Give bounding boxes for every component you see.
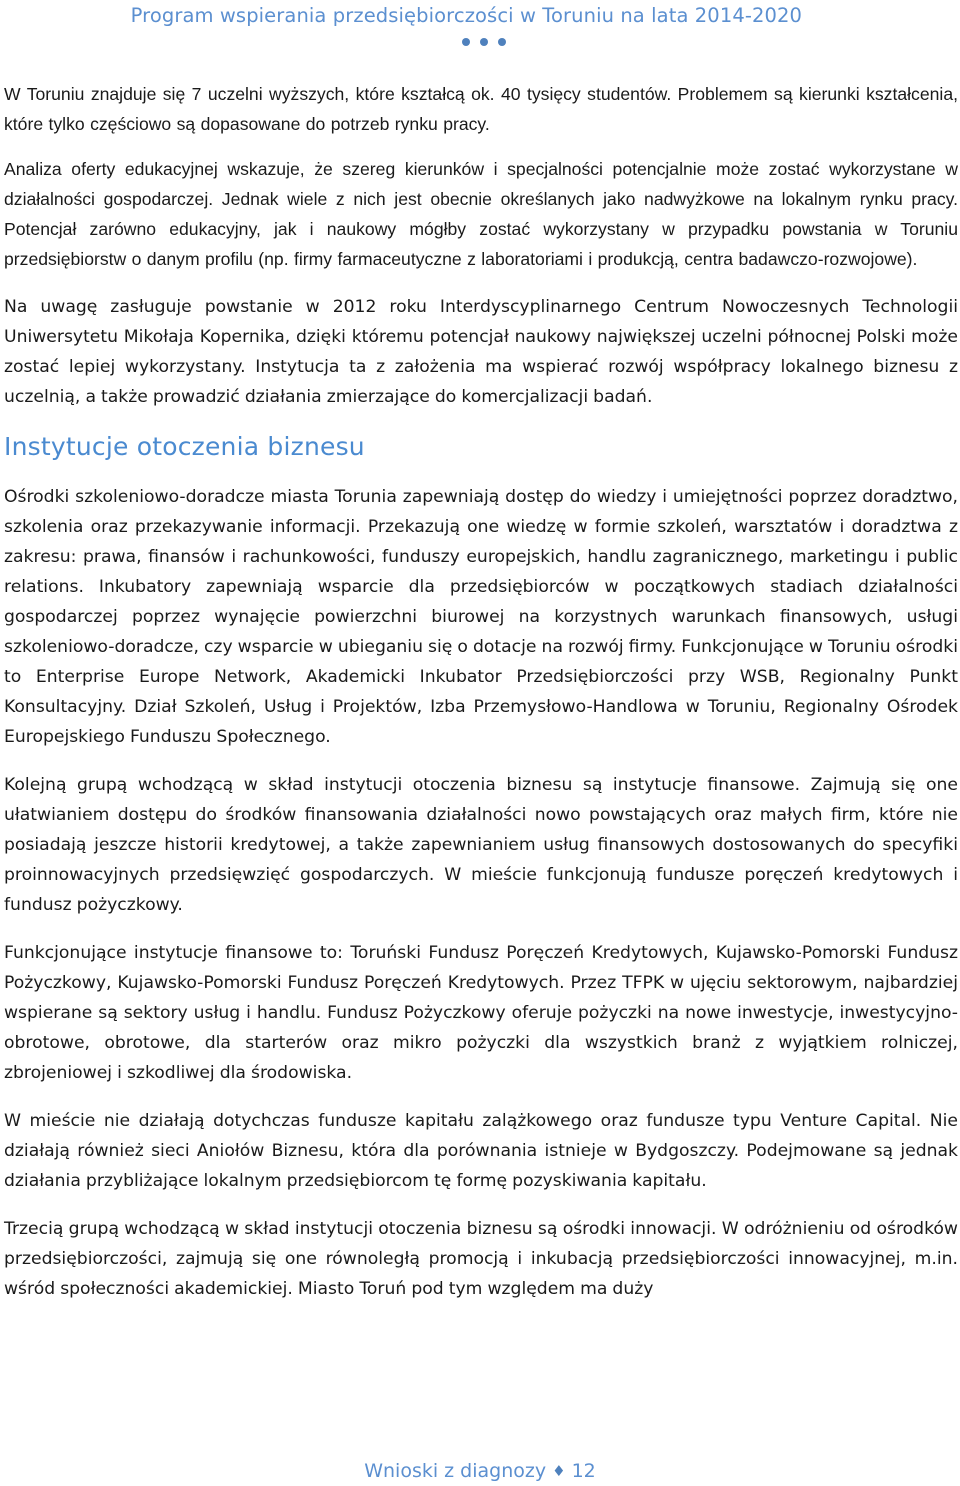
- page-body: [4, 79, 958, 1304]
- paragraph-innovation-centres: Trzecią grupą wchodzącą w skład instytucji otoczenia biznesu są ośrodki innowacji. W odróżnieniu od ośrodków przedsiębiorczości, zajmują się one równoległą promocją i inkubacją przedsiębiorczości innowacyjnej, m.in. wśród społeczności akademickiej. Miasto Toruń pod tym względem ma duży: [4, 1219, 958, 1299]
- running-header: Program wspierania przedsiębiorczości w Toruniu na lata 2014-2020: [130, 4, 802, 27]
- diamond-icon: ♦: [552, 1462, 566, 1480]
- dot-icon: [462, 38, 470, 46]
- paragraph-education-offer: Analiza oferty edukacyjnej wskazuje, że szereg kierunków i specjalności potencjalnie może zostać wykorzystane w działalności gospodarczej. Jednak wiele z nich jest obecnie określanych jako nadwyżkowe na lokalnym rynku pracy. Potencjał zarówno edukacyjny, jak i naukowy mógłby zostać wykorzystany w przypadku powstania w Toruniu przedsiębiorstw o danym profilu (np. firmy farmaceutyczne z laboratoriami i produkcją, centra badawczo-rozwojowe).: [4, 159, 958, 269]
- page-footer: [0, 1460, 960, 1482]
- dot-icon: [498, 38, 506, 46]
- footer-label: Wnioski z diagnozy: [364, 1460, 547, 1482]
- three-dots-icon: [462, 36, 506, 48]
- paragraph-funds: Funkcjonujące instytucje finansowe to: Toruński Fundusz Poręczeń Kredytowych, Kujawsko-Pomorski Fundusz Pożyczkowy, Kujawsko-Pomorski Fundusz Poręczeń Kredytowych. Przez TFPK w ujęciu sektorowym, najbardziej wspierane są sektory usług i handlu. Fundusz Pożyczkowy oferuje pożyczki na nowe inwestycje, inwestycyjno-obrotowe, obrotowe, dla starterów oraz mikro pożyczki dla wszystkich branż z wyjątkiem rolniczej, zbrojeniowej i szkodliwej dla środowiska.: [4, 943, 958, 1083]
- page-number: 12: [571, 1460, 596, 1482]
- dot-icon: [480, 38, 488, 46]
- section-heading: Instytucje otoczenia biznesu: [4, 432, 365, 461]
- paragraph-training-centres: Ośrodki szkoleniowo-doradcze miasta Torunia zapewniają dostęp do wiedzy i umiejętności poprzez doradztwo, szkolenia oraz przekazywanie informacji. Przekazują one wiedzę w formie szkoleń, warsztatów i doradztwa z zakresu: prawa, finansów i rachunkowości, funduszy europejskich, handlu zagranicznego, marketingu i public relations. Inkubatory zapewniają wsparcie dla przedsiębiorców w początkowych stadiach działalności gospodarczej poprzez wynajęcie powierzchni biurowej na korzystnych warunkach finansowych, usługi szkoleniowo-doradcze, czy wsparcie w ubieganiu się o dotacje na rozwój firmy. Funkcjonujące w Toruniu ośrodki to Enterprise Europe Network, Akademicki Inkubator Przedsiębiorczości przy WSB, Regionalny Punkt Konsultacyjny. Dział Szkoleń, Usług i Projektów, Izba Przemysłowo-Handlowa w Toruniu, Regionalny Ośrodek Europejskiego Funduszu Społecznego.: [4, 487, 958, 747]
- paragraph-financial-institutions: Kolejną grupą wchodzącą w skład instytucji otoczenia biznesu są instytucje finansowe. Zajmują się one ułatwianiem dostępu do środków finansowania działalności nowo powstających oraz małych firm, które nie posiadają jeszcze historii kredytowej, a także zapewnianiem usług finansowych dostosowanych do specyfiki proinnowacyjnych przedsięwzięć gospodarczych. W mieście funkcjonują fundusze poręczeń kredytowych i fundusz pożyczkowy.: [4, 775, 958, 915]
- paragraph-venture-capital: W mieście nie działają dotychczas fundusze kapitału zalążkowego oraz fundusze typu Venture Capital. Nie działają również sieci Aniołów Biznesu, która dla porównania istnieje w Bydgoszczy. Podejmowane są jednak działania przybliżające lokalnym przedsiębiorcom tę formę pozyskiwania kapitału.: [4, 1111, 958, 1191]
- paragraph-icnt: Na uwagę zasługuje powstanie w 2012 roku Interdyscyplinarnego Centrum Nowoczesnych Technologii Uniwersytetu Mikołaja Kopernika, dzięki któremu potencjał naukowy największej uczelni północnej Polski może zostać lepiej wykorzystany. Instytucja ta z założenia ma wspierać rozwój współpracy lokalnego biznesu z uczelnią, a także prowadzić działania zmierzające do komercjalizacji badań.: [4, 297, 958, 407]
- paragraph-universities: W Toruniu znajduje się 7 uczelni wyższych, które kształcą ok. 40 tysięcy studentów. Problemem są kierunki kształcenia, które tylko częściowo są dopasowane do potrzeb rynku pracy.: [4, 84, 958, 134]
